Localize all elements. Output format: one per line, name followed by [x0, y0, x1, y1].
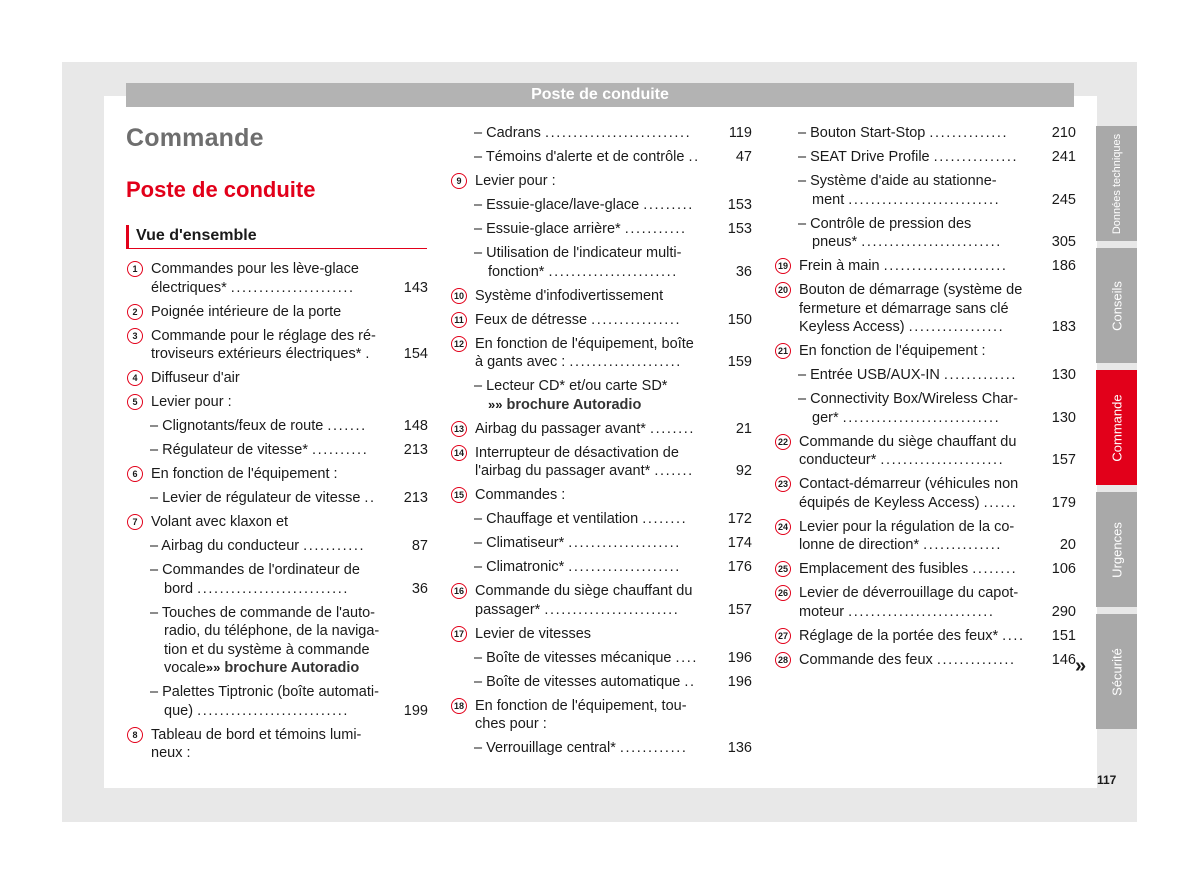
legend-item-label: Levier pour : [151, 394, 232, 410]
leader-dots: ........... [624, 221, 687, 237]
legend-item [774, 281, 1076, 337]
legend-item-label-continued: tion et du système à commande [164, 641, 370, 658]
page-reference: 241 [1051, 149, 1076, 165]
page-reference: 153 [727, 221, 752, 237]
leader-dots: ...................... [880, 452, 1005, 468]
chapter-tab-label: Conseils [1109, 280, 1124, 331]
legend-item [126, 369, 428, 388]
legend-item-label: – Climatiseur* .................... [474, 534, 706, 553]
leader-dots: .. [684, 673, 696, 690]
legend-item-label: Levier pour la régulation de la co- [799, 518, 1015, 535]
leader-dots: .............. [929, 125, 1009, 141]
legend-item-label-continued: conducteur* ...................... [799, 452, 1005, 468]
legend-item-label: Airbag du passager avant* ........ [475, 420, 695, 437]
legend-item-label: Commandes : [475, 487, 566, 503]
legend-item [126, 604, 428, 678]
chapter-tab[interactable] [1096, 248, 1137, 363]
legend-item-label: En fonction de l'équipement, boîte [475, 335, 694, 352]
legend-item [774, 215, 1076, 252]
legend-item-label: – Climatronic* .................... [474, 558, 706, 577]
legend-item [450, 420, 752, 439]
legend-item-label-continued: fonction* ....................... [488, 263, 678, 280]
leader-dots: .. [688, 149, 700, 165]
legend-item-label-continued: électriques* ...................... [151, 279, 355, 296]
legend-item [126, 393, 428, 412]
legend-item-label-continued: passager* ........................ [475, 601, 680, 618]
legend-item-label: Commandes pour les lève-glace [151, 261, 359, 277]
leader-dots: ................ [591, 311, 682, 328]
leader-dots: ........................... [197, 580, 350, 597]
page-reference: 36 [735, 263, 752, 280]
page-reference: 148 [403, 418, 428, 434]
leader-dots: ........... [303, 538, 366, 554]
legend-item-label: Volant avec klaxon et [151, 514, 289, 530]
chapter-tab[interactable] [1096, 492, 1137, 607]
legend-item-label: – Clignotants/feux de route ....... [150, 417, 382, 436]
legend-item [774, 433, 1076, 470]
subsection-heading: Vue d'ensemble [126, 225, 427, 249]
page-reference: 199 [403, 702, 428, 719]
legend-item-label: – Palettes Tiptronic (boîte automati- [150, 683, 382, 702]
callout-number-badge: 7 [127, 514, 143, 530]
leader-dots: .......................... [848, 603, 995, 620]
legend-item-label-continued: neux : [151, 745, 191, 761]
callout-number-badge: 12 [451, 336, 467, 352]
legend-item-label-continued: fermeture et démarrage sans clé [799, 300, 1009, 317]
section-title: Poste de conduite [126, 177, 316, 202]
page-reference: 245 [1051, 191, 1076, 208]
page-reference: 151 [1051, 627, 1076, 644]
legend-item [450, 172, 752, 191]
callout-number-badge: 11 [451, 312, 467, 328]
chapter-tab-label: Commande [1109, 393, 1124, 462]
leader-dots: ......... [643, 197, 694, 213]
legend-item-label-continued: moteur .......................... [799, 603, 995, 620]
legend-item [126, 513, 428, 532]
legend-item [450, 649, 752, 668]
legend-item [774, 257, 1076, 276]
page-reference: 179 [1051, 494, 1076, 511]
page-reference: 150 [727, 311, 752, 328]
page-number: 117 [1097, 773, 1117, 787]
leader-dots: ............................ [842, 409, 1001, 426]
legend-column-1 [126, 260, 428, 768]
legend-item [126, 260, 428, 297]
legend-item-label: Réglage de la portée des feux* .... [799, 627, 1025, 644]
page-reference: 174 [727, 535, 752, 551]
cross-reference-icon: »» [488, 396, 503, 412]
legend-item [126, 561, 428, 598]
legend-item [450, 287, 752, 306]
legend-item [450, 697, 752, 734]
legend-item [126, 327, 428, 364]
leader-dots: ........................... [848, 191, 1001, 208]
page-reference: 305 [1051, 234, 1076, 250]
leader-dots: ......................... [861, 234, 1002, 250]
page-reference: 213 [403, 490, 428, 506]
legend-item-label: En fonction de l'équipement : [799, 343, 986, 359]
legend-item-label: Emplacement des fusibles ........ [799, 561, 1018, 577]
leader-dots: ................. [908, 319, 1005, 335]
callout-number-badge: 21 [775, 343, 791, 359]
legend-item-label: Poignée intérieure de la porte [151, 303, 342, 320]
legend-item [774, 627, 1076, 646]
leader-dots: ...................... [230, 279, 355, 296]
legend-item [774, 366, 1076, 385]
legend-item [450, 377, 752, 414]
leader-dots: ....... [327, 418, 367, 434]
chapter-tab[interactable] [1096, 370, 1137, 485]
legend-item-label: – Essuie-glace/lave-glace ......... [474, 196, 706, 215]
legend-item [450, 510, 752, 529]
callout-number-badge: 16 [451, 583, 467, 599]
page-reference: 183 [1051, 319, 1076, 335]
chapter-tab[interactable] [1096, 614, 1137, 729]
legend-item-label: – Verrouillage central* ............ [474, 739, 706, 758]
callout-number-badge: 1 [127, 261, 143, 277]
legend-item [450, 196, 752, 215]
running-header: Poste de conduite [126, 83, 1074, 107]
legend-item [126, 441, 428, 460]
callout-number-badge: 27 [775, 628, 791, 644]
page-reference: 136 [727, 740, 752, 756]
legend-item-label: – Utilisation de l'indicateur multi- [474, 244, 706, 263]
legend-item-label: Commande des feux .............. [799, 651, 1016, 668]
page-reference: 172 [727, 511, 752, 527]
callout-number-badge: 20 [775, 282, 791, 298]
page-reference: 36 [411, 580, 428, 597]
legend-item-label-continued: vocale»» brochure Autoradio [164, 660, 360, 676]
legend-item-label: Commande du siège chauffant du [799, 433, 1017, 450]
legend-item-label: – Système d'aide au stationne- [798, 172, 1030, 191]
leader-dots: .... [1002, 627, 1025, 644]
legend-item-label: Levier pour : [475, 173, 556, 189]
legend-item-label-continued: lonne de direction* .............. [799, 537, 1002, 553]
legend-item-label: – Boîte de vitesses mécanique .... [474, 649, 706, 668]
legend-item [774, 342, 1076, 361]
legend-item-label: Diffuseur d'air [151, 370, 240, 386]
callout-number-badge: 4 [127, 370, 143, 386]
leader-dots: .................... [569, 354, 682, 370]
callout-number-badge: 25 [775, 561, 791, 577]
legend-item [450, 558, 752, 577]
leader-dots: ........ [642, 511, 688, 527]
legend-item [774, 148, 1076, 167]
callout-number-badge: 2 [127, 304, 143, 320]
legend-item-label: Interrupteur de désactivation de [475, 444, 679, 461]
legend-item [450, 124, 752, 143]
leader-dots: ............ [619, 740, 688, 756]
legend-item-label-continued: radio, du téléphone, de la naviga- [164, 623, 380, 639]
page-reference: 159 [727, 354, 752, 370]
page-reference: 196 [727, 649, 752, 666]
callout-number-badge: 28 [775, 652, 791, 668]
leader-dots: . [365, 346, 372, 362]
legend-item-label: En fonction de l'équipement : [151, 466, 338, 482]
legend-item [774, 651, 1076, 670]
page-reference: 157 [727, 601, 752, 618]
legend-item [774, 390, 1076, 427]
legend-item [126, 303, 428, 322]
legend-item [450, 220, 752, 239]
page-reference: 210 [1051, 125, 1076, 141]
page-reference: 143 [403, 279, 428, 296]
legend-item [450, 244, 752, 281]
legend-item [774, 475, 1076, 512]
chapter-tab-label: Urgences [1109, 521, 1124, 578]
legend-item [774, 124, 1076, 143]
legend-item-label: En fonction de l'équipement, tou- [475, 697, 687, 714]
callout-number-badge: 24 [775, 519, 791, 535]
leader-dots: .......................... [544, 125, 692, 141]
page-reference: 21 [735, 420, 752, 437]
page-reference: 106 [1051, 561, 1076, 577]
legend-item-reference [488, 396, 706, 415]
leader-dots: ....... [654, 463, 694, 479]
legend-item [774, 518, 1076, 555]
chapter-title: Commande [126, 124, 264, 152]
callout-number-badge: 5 [127, 394, 143, 410]
legend-item-label-continued: à gants avec : .................... [475, 354, 682, 370]
leader-dots: ...... [983, 494, 1018, 511]
page-reference: 157 [1051, 452, 1076, 468]
callout-number-badge: 6 [127, 466, 143, 482]
page-reference: 196 [727, 673, 752, 690]
callout-number-badge: 22 [775, 434, 791, 450]
legend-item-label: – SEAT Drive Profile ............... [798, 148, 1030, 167]
leader-dots: .. [364, 490, 376, 506]
callout-number-badge: 18 [451, 698, 467, 714]
legend-column-2 [450, 124, 752, 763]
legend-item [450, 486, 752, 505]
legend-item-label-continued: troviseurs extérieurs électriques* . [151, 346, 372, 362]
legend-item [774, 584, 1076, 621]
page-reference: 87 [411, 538, 428, 554]
legend-item-label: – Cadrans .......................... [474, 124, 706, 143]
legend-item [450, 625, 752, 644]
legend-item-label-continued: équipés de Keyless Access) ...... [799, 494, 1018, 511]
leader-dots: .......... [312, 442, 369, 458]
leader-dots: ............. [943, 367, 1018, 383]
legend-item [126, 417, 428, 436]
leader-dots: .................... [568, 535, 681, 551]
page-reference: 47 [735, 149, 752, 165]
leader-dots: ....................... [548, 263, 678, 280]
legend-item [450, 582, 752, 619]
chapter-tab-label: Données techniques [1110, 133, 1123, 234]
callout-number-badge: 23 [775, 476, 791, 492]
legend-item-label: – Touches de commande de l'auto- [150, 604, 382, 623]
leader-dots: .................... [568, 559, 681, 575]
legend-item-label-continued: ger* ............................ [812, 409, 1001, 426]
legend-item-label: – Boîte de vitesses automatique .. [474, 673, 706, 692]
page-reference: 130 [1051, 409, 1076, 426]
legend-column-3 [774, 124, 1076, 675]
legend-item-label: – Connectivity Box/Wireless Char- [798, 390, 1030, 409]
leader-dots: .............. [936, 651, 1016, 668]
legend-item-label: – Essuie-glace arrière* ........... [474, 220, 706, 239]
page-reference: 153 [727, 197, 752, 213]
legend-item-label: Contact-démarreur (véhicules non [799, 476, 1019, 492]
legend-item-label-continued: Keyless Access) ................. [799, 319, 1005, 335]
legend-item [774, 172, 1076, 209]
legend-item-label: – Chauffage et ventilation ........ [474, 510, 706, 529]
legend-item-label-continued: ment ........................... [812, 191, 1001, 208]
legend-item-label: – Témoins d'alerte et de contrôle .. [474, 148, 706, 167]
page-reference: 154 [403, 346, 428, 362]
legend-item-label: Levier de vitesses [475, 625, 592, 642]
callout-number-badge: 8 [127, 727, 143, 743]
leader-dots: ...................... [883, 258, 1008, 274]
leader-dots: ........ [649, 420, 695, 437]
legend-item [450, 534, 752, 553]
page-reference: 20 [1059, 537, 1076, 553]
callout-number-badge: 19 [775, 258, 791, 274]
legend-item-label: – Contrôle de pression des [798, 215, 1030, 234]
callout-number-badge: 15 [451, 487, 467, 503]
legend-item [774, 560, 1076, 579]
page-reference: 290 [1051, 603, 1076, 620]
legend-item [450, 311, 752, 330]
page-reference: 176 [727, 559, 752, 575]
legend-item-label: Levier de déverrouillage du capot- [799, 585, 1019, 601]
page-reference: 119 [728, 125, 752, 141]
legend-item [126, 683, 428, 720]
legend-item-label-continued: ches pour : [475, 716, 547, 732]
cross-reference-link: brochure Autoradio [224, 660, 360, 676]
cross-reference-link: brochure Autoradio [506, 396, 642, 413]
legend-item-label: Commande pour le réglage des ré- [151, 327, 376, 344]
page-reference: 186 [1051, 258, 1076, 274]
legend-item-label: Commande du siège chauffant du [475, 583, 693, 599]
legend-item-label: – Commandes de l'ordinateur de [150, 561, 382, 580]
legend-item [126, 489, 428, 508]
chapter-tab[interactable] [1096, 126, 1137, 241]
legend-item-label: – Levier de régulateur de vitesse .. [150, 489, 382, 508]
legend-item-label: – Régulateur de vitesse* .......... [150, 441, 382, 460]
continue-arrow-icon: » [1075, 655, 1087, 677]
legend-item-label: Tableau de bord et témoins lumi- [151, 726, 362, 743]
legend-item [450, 673, 752, 692]
legend-item-label: Frein à main ...................... [799, 258, 1008, 274]
cross-reference-icon: »» [205, 660, 221, 675]
leader-dots: ........................... [197, 702, 350, 719]
leader-dots: ........ [972, 561, 1018, 577]
callout-number-badge: 26 [775, 585, 791, 601]
legend-item [126, 537, 428, 556]
leader-dots: .............. [923, 537, 1002, 553]
legend-item-label: – Lecteur CD* et/ou carte SD* [474, 377, 706, 396]
legend-item-label: Bouton de démarrage (système de [799, 282, 1023, 298]
page-reference: 146 [1051, 651, 1076, 668]
legend-item-label-continued: bord ........................... [164, 580, 350, 597]
callout-number-badge: 3 [127, 328, 143, 344]
legend-item-label-continued: l'airbag du passager avant* ....... [475, 463, 694, 479]
leader-dots: ............... [933, 149, 1019, 165]
callout-number-badge: 13 [451, 421, 467, 437]
legend-item-label: – Entrée USB/AUX-IN ............. [798, 366, 1030, 385]
callout-number-badge: 10 [451, 288, 467, 304]
legend-item [450, 444, 752, 481]
legend-item [126, 726, 428, 763]
callout-number-badge: 17 [451, 626, 467, 642]
legend-item [450, 148, 752, 167]
leader-dots: .... [675, 649, 699, 666]
page-reference: 92 [735, 463, 752, 479]
callout-number-badge: 9 [451, 173, 467, 189]
legend-item [450, 335, 752, 372]
legend-item [450, 739, 752, 758]
page-reference: 130 [1051, 367, 1076, 383]
legend-item-label: – Bouton Start-Stop .............. [798, 124, 1030, 143]
leader-dots: ........................ [544, 601, 680, 618]
page-reference: 213 [403, 442, 428, 458]
callout-number-badge: 14 [451, 445, 467, 461]
legend-item [126, 465, 428, 484]
chapter-tab-label: Sécurité [1109, 647, 1124, 696]
legend-item-label: Feux de détresse ................ [475, 311, 682, 328]
legend-item-label-continued: que) ........................... [164, 702, 350, 719]
legend-item-label: – Airbag du conducteur ........... [150, 537, 382, 556]
legend-item-label-continued: pneus* ......................... [812, 234, 1002, 250]
legend-item-label: Système d'infodivertissement [475, 287, 664, 304]
